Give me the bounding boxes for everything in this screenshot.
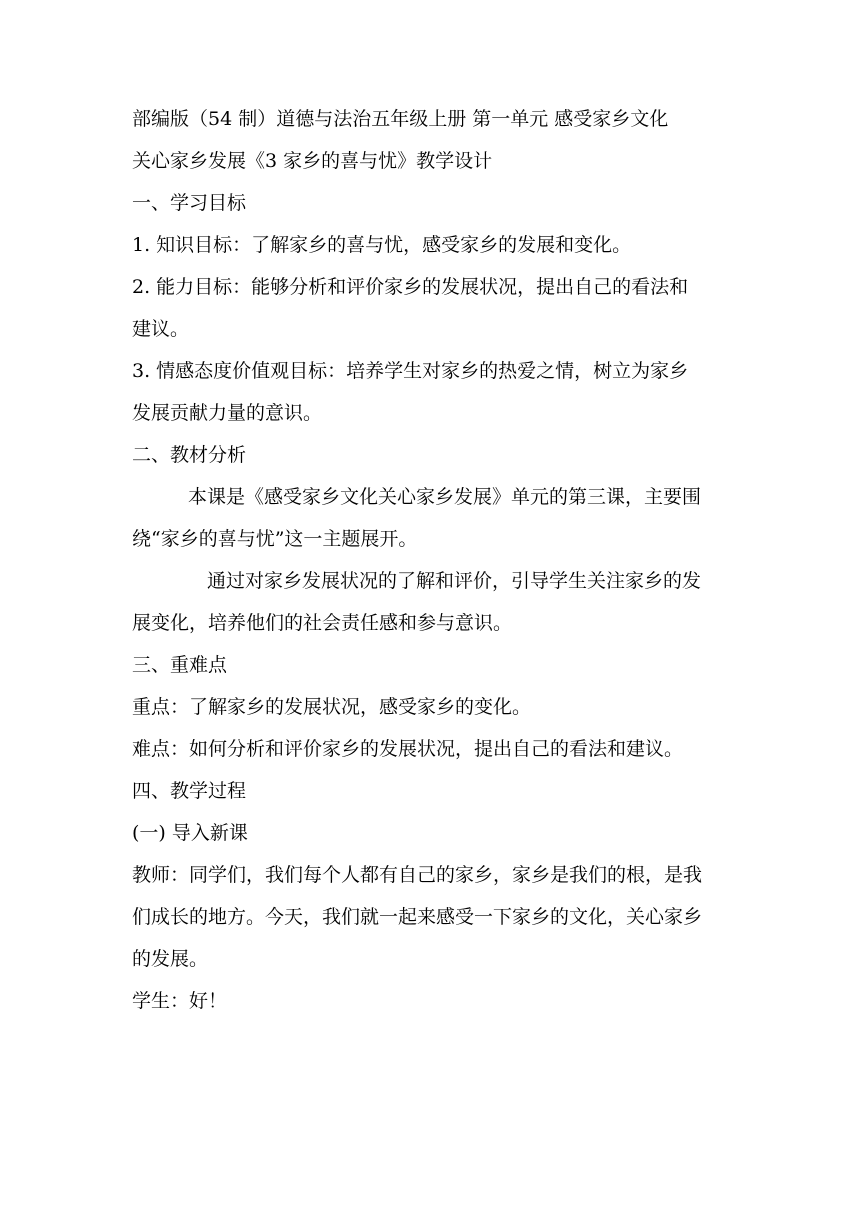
section-heading-analysis: 二、教材分析 bbox=[132, 444, 247, 466]
goal-item-ability bbox=[132, 276, 732, 341]
analysis-paragraph-2 bbox=[132, 570, 732, 635]
goal-item-knowledge: 1. 知识目标：了解家乡的喜与忧，感受家乡的发展和变化。 bbox=[132, 234, 632, 256]
section-heading-goals: 一、学习目标 bbox=[132, 192, 247, 214]
goal-ability-line-1: 2. 能力目标：能够分析和评价家乡的发展状况，提出自己的看法和 bbox=[132, 276, 689, 298]
analysis-p1-line-2: 绕“家乡的喜与忧”这一主题展开。 bbox=[132, 528, 418, 550]
teacher-line-2: 们成长的地方。今天，我们就一起来感受一下家乡的文化，关心家乡 bbox=[132, 906, 703, 928]
teacher-line-3: 的发展。 bbox=[132, 948, 209, 970]
goal-ability-line-2: 建议。 bbox=[132, 318, 190, 340]
student-dialogue: 学生：好！ bbox=[132, 990, 228, 1012]
analysis-paragraph-1 bbox=[132, 486, 732, 551]
teacher-dialogue bbox=[132, 864, 732, 971]
section-heading-keypoints: 三、重难点 bbox=[132, 654, 228, 676]
goal-item-emotion bbox=[132, 360, 732, 425]
goal-emotion-line-1: 3. 情感态度价值观目标：培养学生对家乡的热爱之情，树立为家乡 bbox=[132, 360, 689, 382]
title-line-2: 关心家乡发展《3 家乡的喜与忧》教学设计 bbox=[132, 150, 493, 172]
difficult-point: 难点：如何分析和评价家乡的发展状况，提出自己的看法和建议。 bbox=[132, 738, 684, 760]
title-line-1: 部编版（54 制）道德与法治五年级上册 第一单元 感受家乡文化 bbox=[132, 108, 669, 130]
key-point: 重点：了解家乡的发展状况，感受家乡的变化。 bbox=[132, 696, 532, 718]
document-page bbox=[132, 108, 732, 1013]
teacher-line-1: 教师：同学们，我们每个人都有自己的家乡，家乡是我们的根，是我 bbox=[132, 864, 703, 886]
section-heading-process: 四、教学过程 bbox=[132, 780, 247, 802]
goal-emotion-line-2: 发展贡献力量的意识。 bbox=[132, 402, 323, 424]
analysis-p1-line-1: 本课是《感受家乡文化关心家乡发展》单元的第三课，主要围 bbox=[188, 486, 702, 508]
analysis-p2-line-1: 通过对家乡发展状况的了解和评价，引导学生关注家乡的发 bbox=[207, 570, 702, 592]
process-subheading-intro: (一) 导入新课 bbox=[132, 822, 248, 844]
document-title bbox=[132, 108, 732, 173]
analysis-p2-line-2: 展变化，培养他们的社会责任感和参与意识。 bbox=[132, 612, 513, 634]
